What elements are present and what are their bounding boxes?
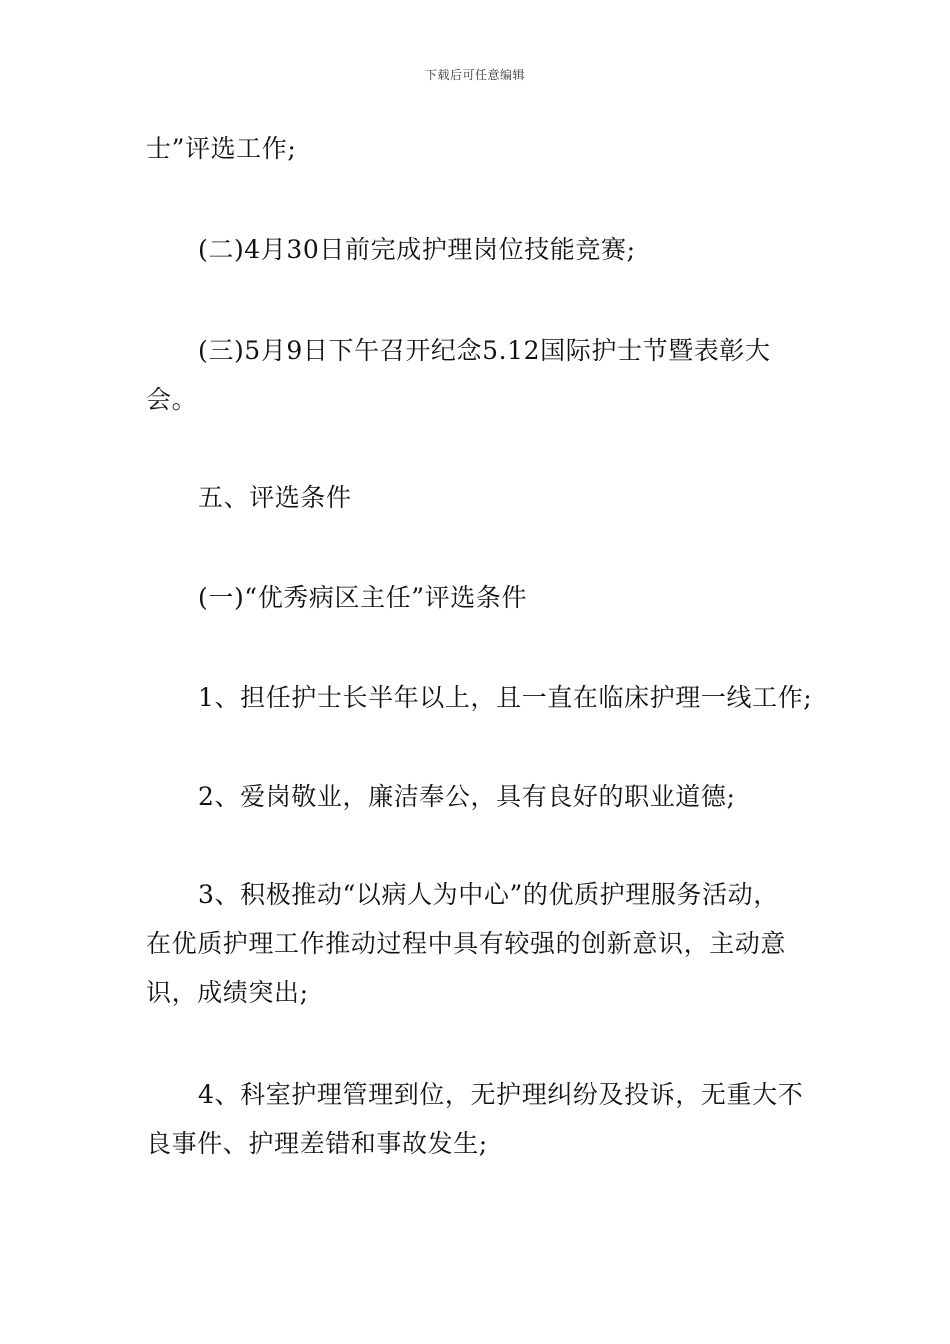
text-line: (三)5月9日下午召开纪念5.12国际护士节暨表彰大 — [198, 336, 771, 365]
text-line: 五、评选条件 — [198, 483, 352, 512]
criterion-item-2 — [146, 772, 810, 821]
text-line: 4、科室护理管理到位，无护理纠纷及投诉，无重大不 — [198, 1080, 804, 1109]
criterion-item-3 — [146, 870, 810, 1017]
paragraph-skills-competition — [146, 225, 810, 274]
subsection-heading-ward-director — [146, 573, 810, 622]
criterion-item-1 — [146, 673, 813, 722]
paragraph-continuation — [146, 124, 810, 173]
text-line: 识，成绩突出; — [146, 978, 309, 1007]
text-line: (二)4月30日前完成护理岗位技能竞赛; — [198, 235, 636, 264]
text-line: 在优质护理工作推动过程中具有较强的创新意识，主动意 — [146, 929, 787, 958]
text-line: 1、担任护士长半年以上，且一直在临床护理一线工作; — [198, 683, 813, 712]
text-line: 2、爱岗敬业，廉洁奉公，具有良好的职业道德; — [198, 782, 736, 811]
criterion-item-4 — [146, 1070, 810, 1168]
text-line: 良事件、护理差错和事故发生; — [146, 1129, 488, 1158]
text-line: 3、积极推动“以病人为中心”的优质护理服务活动， — [198, 880, 779, 909]
text-line: 会。 — [146, 385, 198, 414]
page-header-note: 下载后可任意编辑 — [424, 68, 525, 82]
text-line: 士”评选工作; — [146, 134, 297, 163]
paragraph-nurses-day-meeting — [146, 326, 810, 424]
section-heading-criteria — [146, 473, 810, 522]
text-line: (一)“优秀病区主任”评选条件 — [198, 583, 528, 612]
